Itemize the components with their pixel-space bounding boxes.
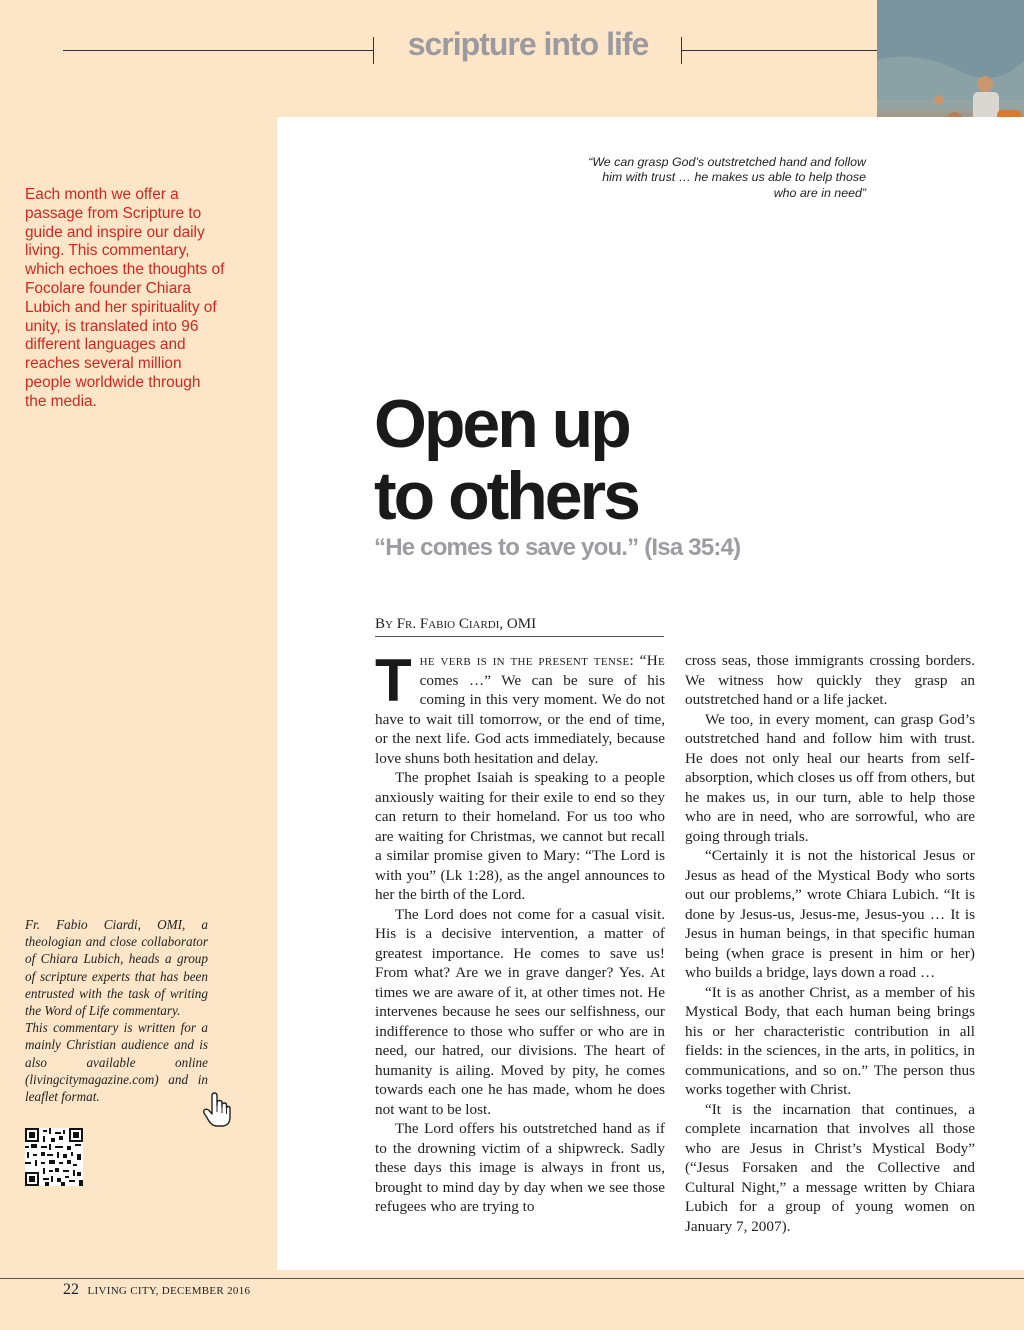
- paragraph-7: “It is as another Christ, as a member of his Mystical Body, that each human being brings his or her characteristic contribution in all fields: in the sciences, in the arts, in politics, in communications, and so on.” The person thus works together with Christ.: [685, 983, 975, 1098]
- author-bio: [25, 916, 208, 1105]
- article-title: [374, 388, 854, 532]
- lead-in: he verb is in the present tense: “He: [419, 652, 665, 669]
- paragraph-1-text: comes …” We can be sure of his coming in this very moment. We do not have to wait till tomorrow, or the end of time, or the next life. God acts immediately, because love shuns both hesitation and delay.: [375, 671, 665, 767]
- bio-paragraph-2[interactable]: This commentary is written for a mainly Christian audience and is also available online (livingcitymagazine.com) and in leaflet format.: [25, 1020, 208, 1105]
- article-column-1: [375, 647, 665, 1217]
- paragraph-4-continued: cross seas, those immigrants crossing borders. We witness how quickly they grasp an outstretched hand or a life jacket.: [685, 652, 975, 708]
- paragraph-1: [375, 647, 665, 768]
- publication-name: LIVING CITY, DECEMBER 2016: [87, 1285, 251, 1297]
- intro-blurb: Each month we offer a passage from Scripture to guide and inspire our daily living. This commentary, which echoes the thoughts of Focolare founder Chiara Lubich and her spirituality of unity, is translated into 96 different languages and reaches several million people worldwide through the media.: [25, 186, 225, 410]
- folio: [63, 1281, 250, 1299]
- pull-quote: “We can grasp God’s outstretched hand and follow him with trust … he makes us able to help those who are in need”: [588, 155, 866, 200]
- title-line-1: Open up: [374, 386, 629, 462]
- article-column-2: [685, 651, 975, 1236]
- qr-code-icon[interactable]: [25, 1128, 83, 1186]
- section-label: scripture into life: [407, 26, 649, 62]
- hand-pointer-icon: [202, 1092, 232, 1128]
- paragraph-4: The Lord offers his outstretched hand as if to the drowning victim of a shipwreck. Sadly these days this image is always in front us, brought to mind day by day when we see those refugees who are trying to: [375, 1120, 665, 1215]
- header-rule-left: [63, 50, 373, 51]
- byline: By Fr. Fabio Ciardi, OMI: [375, 616, 664, 637]
- page-number: 22: [63, 1281, 79, 1298]
- paragraph-8: “It is the incarnation that continues, a complete incarnation that involves all those who are Jesus in Christ’s Mystical Body” (“Jesus Forsaken and the Collective and Cultural Night,” a message written by Chiara Lubich for a group of young women on January 7, 2007).: [685, 1100, 975, 1235]
- scripture-verse: “He comes to save you.” (Isa 35:4): [374, 534, 741, 561]
- footer-rule: [0, 1278, 1024, 1279]
- paragraph-6: “Certainly it is not the historical Jesus or Jesus as head of the Mystical Body who sorts out our problems,” wrote Chiara Lubich. “It is done by Jesus-us, Jesus-me, Jesus-you … It is Jesus in human beings, in that specific human being (when grace is present in him or her) who builds a bridge, lays down a road …: [685, 847, 975, 981]
- title-line-2: to others: [374, 458, 638, 534]
- drop-cap: T: [375, 647, 412, 714]
- paragraph-2: The prophet Isaiah is speaking to a people anxiously waiting for their exile to end so they can return to their homeland. For us too who are waiting for Christmas, we cannot but recall a similar promise given to Mary: “The Lord is with you” (Lk 1:28), as the angel announces to her the birth of the Lord.: [375, 769, 665, 903]
- header-rule-right: [682, 50, 878, 51]
- header-tick-left: [373, 37, 374, 64]
- paragraph-5: We too, in every moment, can grasp God’s outstretched hand and follow him with trust. He does not only heal our hearts from self-absorption, which closes us off from others, but he makes us, in our turn, able to help those who are in need, who are sorrowful, who are going through trials.: [685, 710, 975, 845]
- bio-paragraph-1: Fr. Fabio Ciardi, OMI, a theologian and close collaborator of Chiara Lubich, heads a group of scripture experts that has been entrusted with the task of writing the Word of Life commentary.: [25, 917, 208, 1019]
- paragraph-3: The Lord does not come for a casual visit. His is a decisive intervention, a matter of greatest importance. He comes to save us! From what? Are we in grave danger? Yes. At times we are aware of it, at other times not. He intervenes because he sees our selfishness, our indifference to those who suffer or who are in need, our hatred, our divisions. The heart of humanity is ailing. Moved by pity, he comes towards each one he has made, whom he does not want to be lost.: [375, 905, 665, 1118]
